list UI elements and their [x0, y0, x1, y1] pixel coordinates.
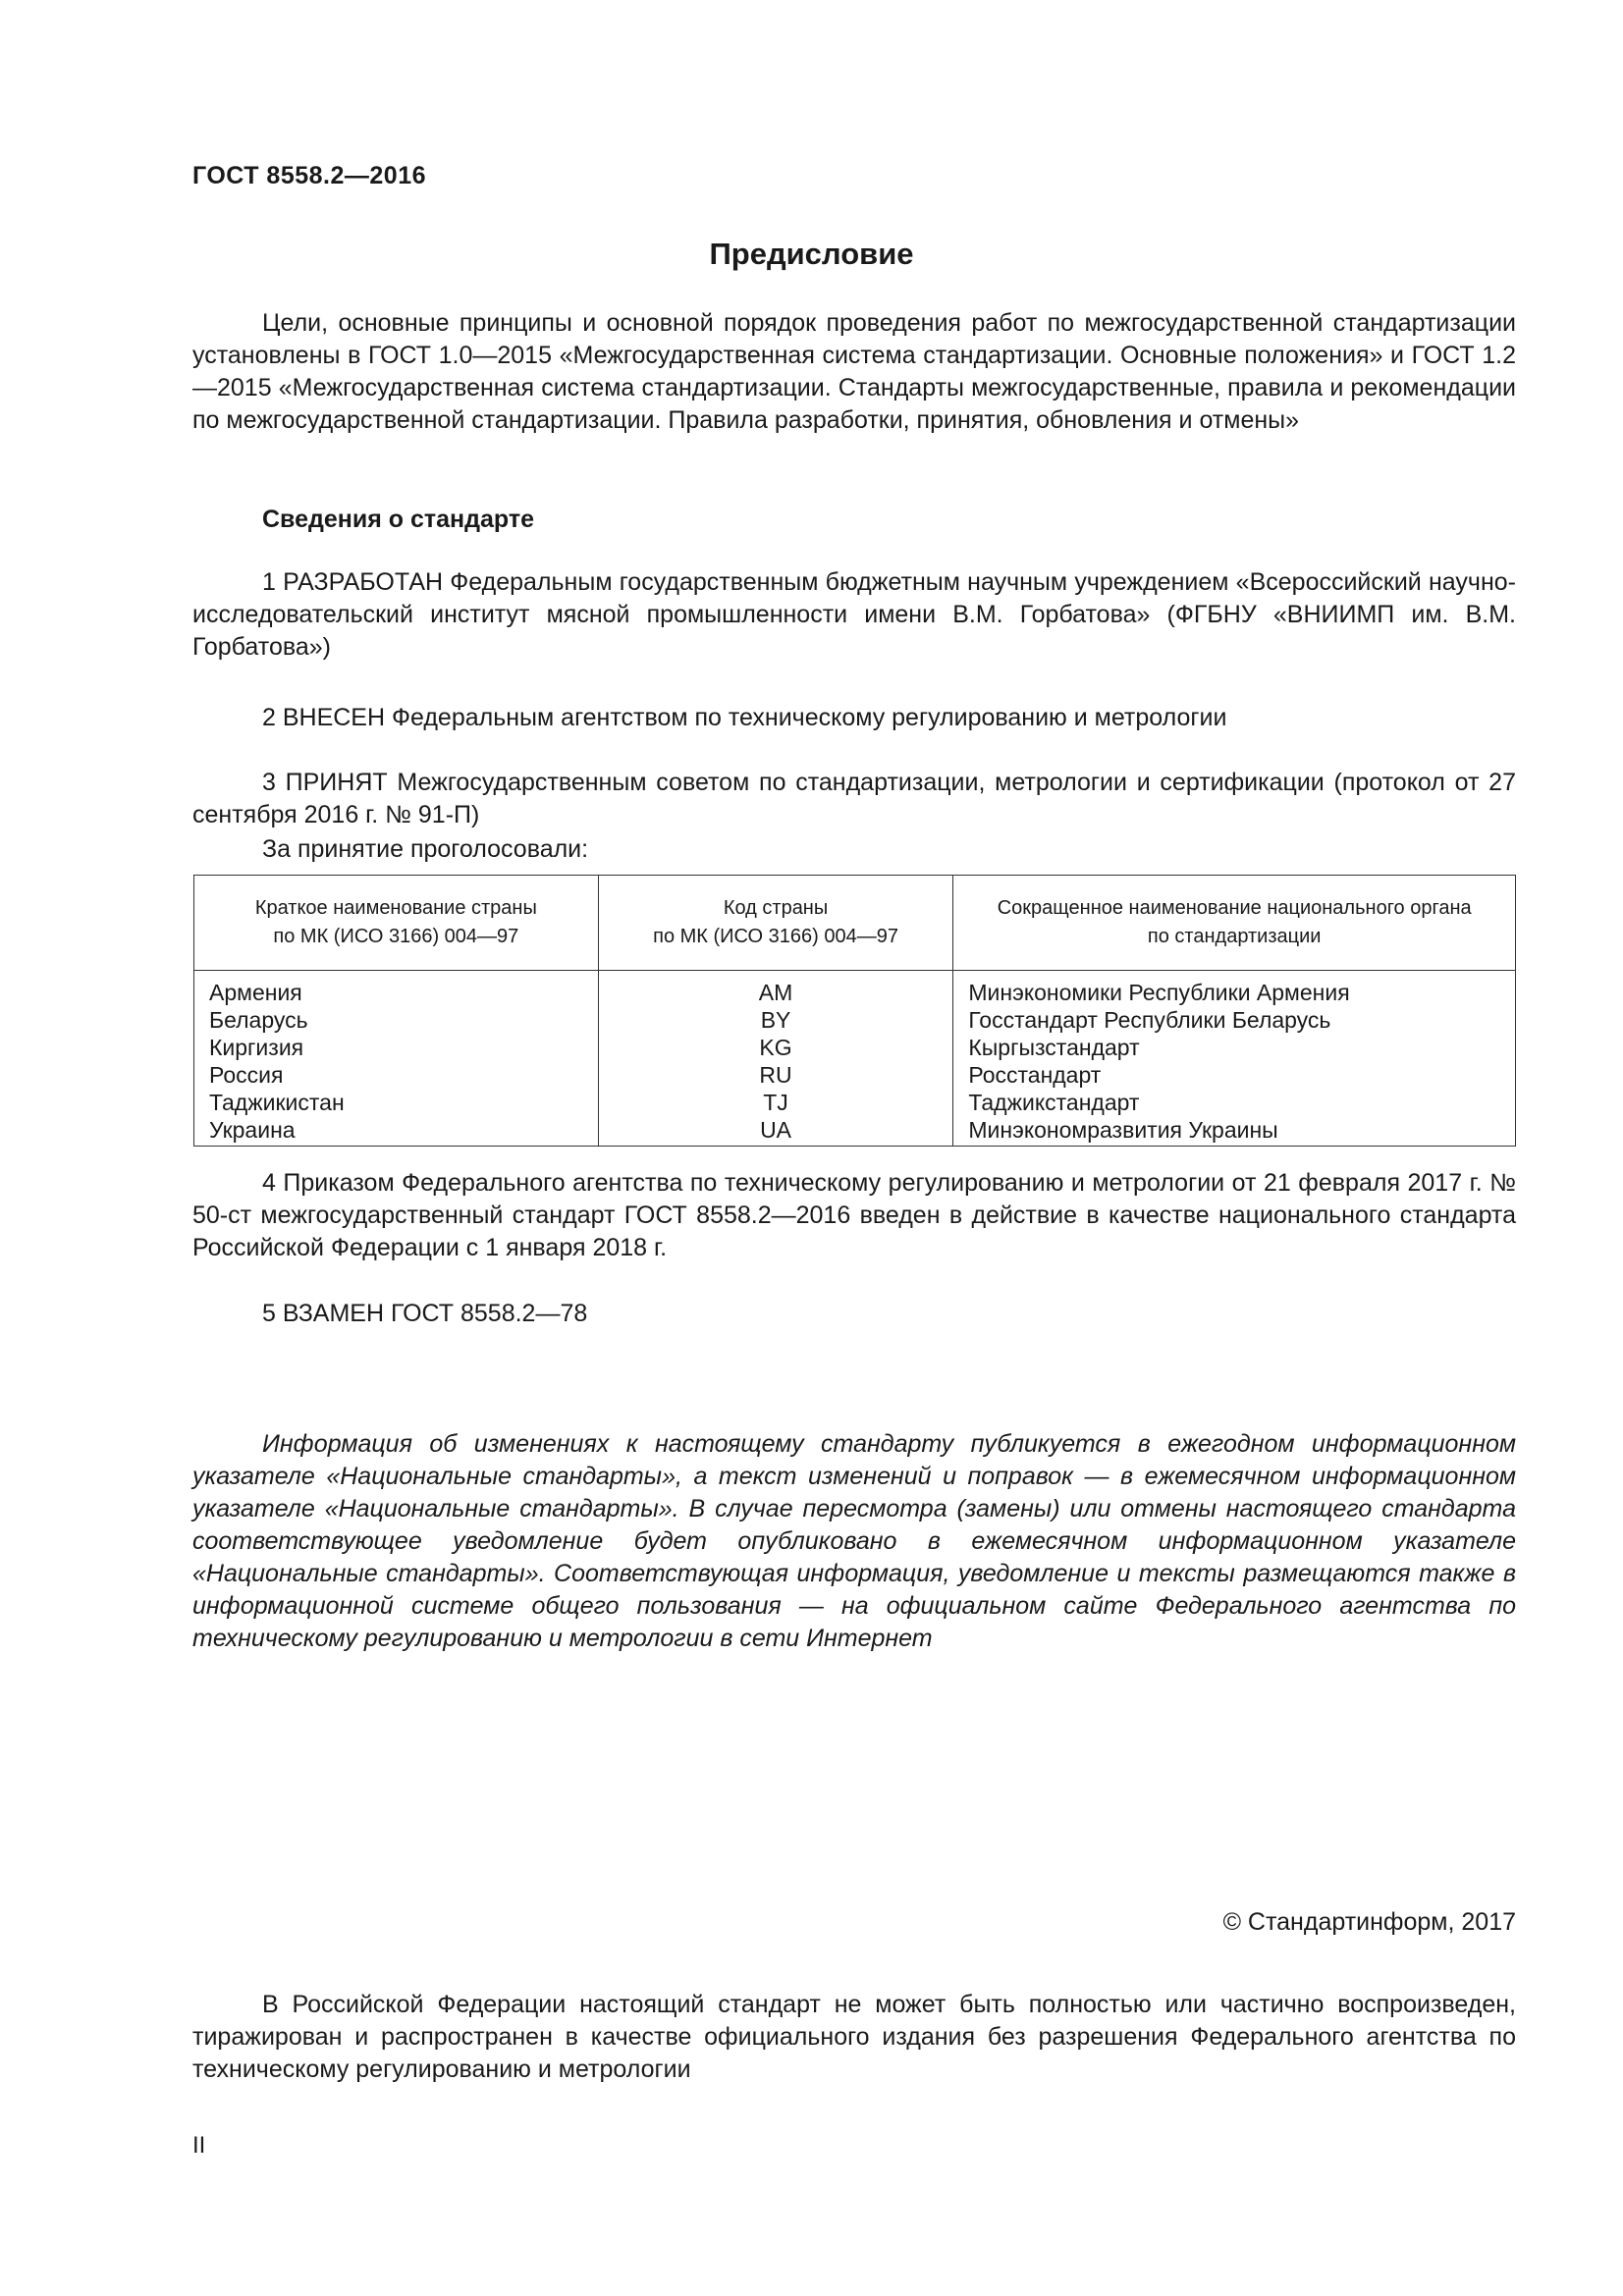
- intro-paragraph: Цели, основные принципы и основной порядок проведения работ по межгосударственной стандартизации установлены в ГОСТ 1.0—2015 «Межгосударственная система стандартизации. Основные положения» и ГОСТ 1.2—2015 «Межгосударственная система стандартизации. Стандарты межгосударственные, правила и рекомендации по межгосударственной стандартизации. Правила разработки, принятия, обновления и отмены»: [192, 309, 1516, 434]
- item-replaces: 5 ВЗАМЕН ГОСТ 8558.2—78: [262, 1300, 588, 1327]
- table-row: [194, 971, 1516, 1147]
- copyright-notice: © Стандартинформ, 2017: [1222, 1908, 1516, 1936]
- reproduction-notice: В Российской Федерации настоящий стандарт не может быть полностью или частично воспроизведен, тиражирован и распространен в качестве официального издания без разрешения Федерального агентства по техническому регулированию и метрологии: [192, 1991, 1516, 2083]
- table-header-row: [194, 876, 1516, 971]
- standards-body-column: Минэкономики Республики Армения Госстандарт Республики Беларусь Кыргызстандарт Росстандарт Таджикстандарт Минэкономразвития Украины: [953, 971, 1516, 1147]
- voting-countries-table: [193, 875, 1516, 1147]
- item-adopted: 3 ПРИНЯТ Межгосударственным советом по стандартизации, метрологии и сертификации (протокол от 27 сентября 2016 г. № 91-П): [192, 769, 1516, 828]
- country-name-column: Армения Беларусь Киргизия Россия Таджикистан Украина: [194, 971, 599, 1147]
- header-country-name: Краткое наименование страны по МК (ИСО 3166) 004—97: [194, 876, 599, 971]
- standard-info-heading: Сведения о стандарте: [262, 506, 535, 533]
- header-standards-body: Сокращенное наименование национального органа по стандартизации: [953, 876, 1516, 971]
- voters-caption: За принятие проголосовали:: [262, 835, 589, 863]
- changes-info-paragraph: Информация об изменениях к настоящему стандарту публикуется в ежегодном информационном указателе «Национальные стандарты», а текст изменений и поправок — в ежемесячном информационном указателе «Национальные стандарты». В случае пересмотра (замены) или отмены настоящего стандарта соответствующее уведомление будет опубликовано в ежемесячном информационном указателе «Национальные стандарты». Соответствующая информация, уведомление и тексты размещаются также в информационной системе общего пользования — на официальном сайте Федерального агентства по техническому регулированию и метрологии в сети Интернет: [192, 1430, 1516, 1652]
- header-country-code: Код страны по МК (ИСО 3166) 004—97: [598, 876, 953, 971]
- item-developed: 1 РАЗРАБОТАН Федеральным государственным бюджетным научным учреждением «Всероссийский научно-исследовательский институт мясной промышленности имени В.М. Горбатова» (ФГБНУ «ВНИИМП им. В.М. Горбатова»): [192, 568, 1516, 661]
- page-number: II: [192, 2132, 206, 2159]
- item-introduced: 2 ВНЕСЕН Федеральным агентством по техническому регулированию и метрологии: [262, 704, 1227, 731]
- item-order: 4 Приказом Федерального агентства по техническому регулированию и метрологии от 21 февраля 2017 г. № 50-ст межгосударственный стандарт ГОСТ 8558.2—2016 введен в действие в качестве национального стандарта Российской Федерации с 1 января 2018 г.: [192, 1169, 1516, 1261]
- country-code-column: AM BY KG RU TJ UA: [598, 971, 953, 1147]
- document-code-header: ГОСТ 8558.2—2016: [192, 162, 427, 189]
- page-title: Предисловие: [709, 237, 914, 271]
